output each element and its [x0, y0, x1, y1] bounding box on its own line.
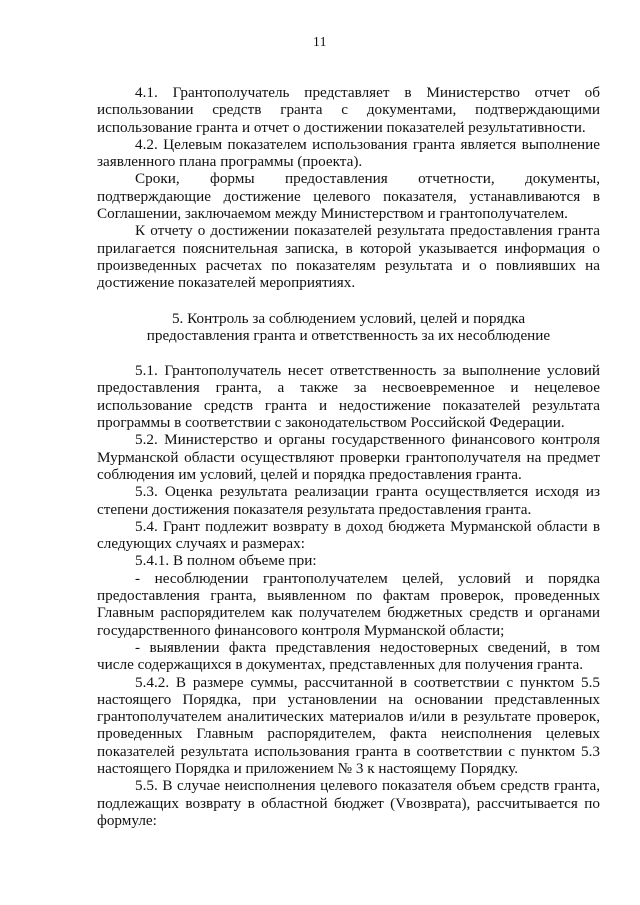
document-body	[97, 54, 600, 829]
paragraph-5-4-1-item-2: - выявлении факта представления недостоверных сведений, в том числе содержащихся в документах, представленных для получения гранта.	[97, 638, 600, 674]
page-number: 11	[313, 34, 327, 49]
paragraph-5-4: 5.4. Грант подлежит возврату в доход бюджета Мурманской области в следующих случаях и размерах:	[97, 517, 600, 553]
paragraph-4-1: 4.1. Грантополучатель представляет в Министерство отчет об использовании средств гранта с документами, подтверждающими использование гранта и отчет о достижении показателей результативности.	[97, 84, 600, 136]
paragraph-5-5: 5.5. В случае неисполнения целевого показателя объем средств гранта, подлежащих возврату в областной бюджет (Vвозврата), рассчитывается по формуле:	[97, 777, 600, 829]
paragraph-5-1: 5.1. Грантополучатель несет ответственность за выполнение условий предоставления гранта, а также за несвоевременное и нецелевое использование средств гранта и недостижение показателей результата программы в соответствии с законодательством Российской Федерации.	[97, 362, 600, 432]
paragraph-5-4-1-item-1: - несоблюдении грантополучателем целей, условий и порядка предоставления гранта, выявленном по фактам проверок, проведенных Главным распорядителем как получателем бюджетных средств и органами государственного финансового контроля Мурманской области;	[97, 569, 600, 639]
paragraph-5-4-1: 5.4.1. В полном объеме при:	[135, 552, 317, 570]
paragraph-5-4-2: 5.4.2. В размере суммы, рассчитанной в соответствии с пунктом 5.5 настоящего Порядка, при установлении на основании представленных грантополучателем аналитических материалов и/или в результате проверок, проведенных Главным распорядителем, факта неисполнения целевых показателей результата использования гранта в соответствии с пунктом 5.3 настоящего Порядка и приложением № 3 к настоящему Порядку.	[97, 673, 600, 777]
paragraph-reporting-terms: Сроки, формы предоставления отчетности, документы, подтверждающие достижение целевого показателя, устанавливаются в Соглашении, заключаемом между Министерством и грантополучателем.	[97, 170, 600, 223]
section-5-heading	[97, 310, 600, 345]
paragraph-5-3: 5.3. Оценка результата реализации гранта осуществляется исходя из степени достижения показателя результата предоставления гранта.	[97, 483, 600, 518]
section-5-heading-line-1: 5. Контроль за соблюдением условий, целей и порядка	[171, 309, 526, 327]
section-5-heading-line-2: предоставления гранта и ответственность за их несоблюдение	[146, 326, 551, 344]
paragraph-4-2: 4.2. Целевым показателем использования гранта является выполнение заявленного плана программы (проекта).	[97, 135, 600, 171]
paragraph-explanatory-note: К отчету о достижении показателей результата предоставления гранта прилагается пояснительная записка, в которой указывается информация о произведенных расчетах по показателям результата и о повлиявших на достижение показателей мероприятиях.	[97, 222, 600, 292]
paragraph-5-2: 5.2. Министерство и органы государственного финансового контроля Мурманской области осуществляют проверки грантополучателя на предмет соблюдения им условий, целей и порядка предоставления гранта.	[97, 431, 600, 483]
